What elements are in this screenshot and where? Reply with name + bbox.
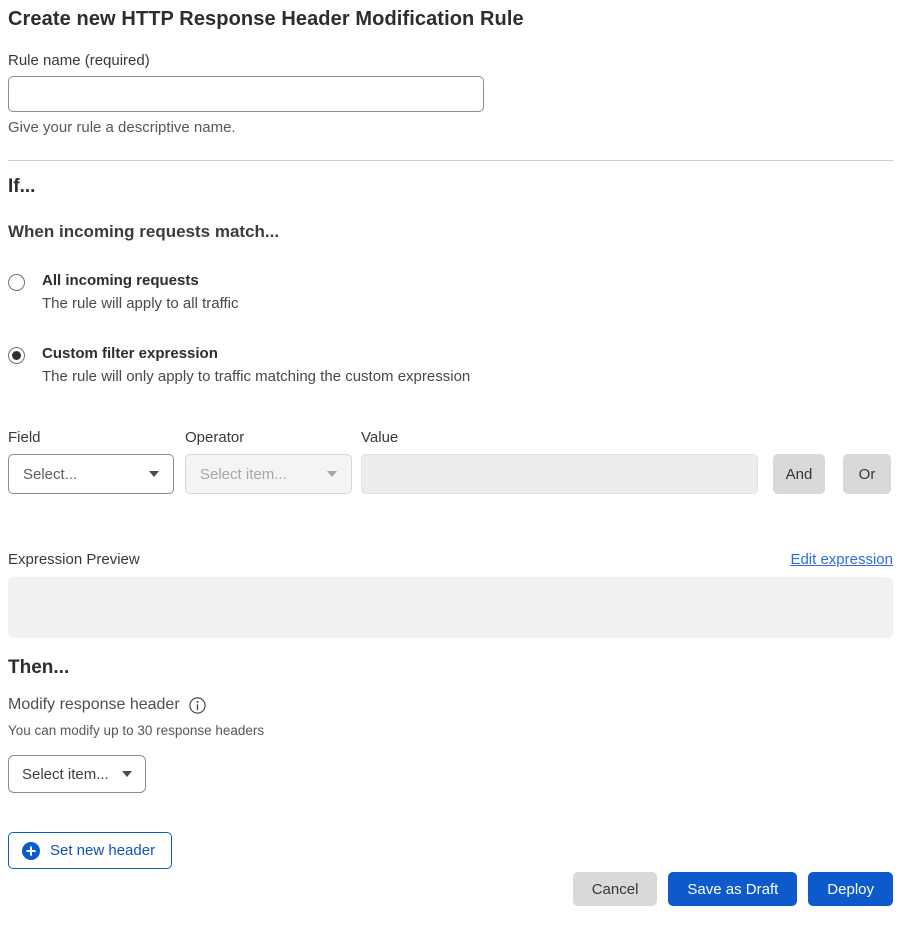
field-select[interactable] [8, 454, 174, 494]
or-button[interactable]: Or [843, 454, 891, 494]
expression-preview-header [8, 551, 893, 568]
if-heading: If... [8, 176, 36, 197]
radio-custom-filter-icon[interactable] [8, 347, 25, 364]
incoming-requests-subheading: When incoming requests match... [8, 222, 280, 241]
radio-custom-filter-description: The rule will only apply to traffic matching the custom expression [42, 368, 471, 385]
modify-response-header-row [8, 696, 893, 714]
and-button[interactable]: And [773, 454, 825, 494]
radio-all-incoming-label: All incoming requests [42, 272, 199, 289]
set-new-header-label: Set new header [50, 842, 156, 859]
response-header-select[interactable] [8, 755, 146, 793]
response-header-select-value: Select item... [22, 765, 109, 783]
expression-preview-label: Expression Preview [8, 551, 140, 568]
rule-name-help: Give your rule a descriptive name. [8, 119, 236, 136]
value-label: Value [361, 429, 399, 446]
rule-name-label: Rule name (required) [8, 52, 150, 69]
cancel-button[interactable]: Cancel [573, 872, 658, 906]
value-input [361, 454, 758, 494]
page-title: Create new HTTP Response Header Modification Rule [8, 8, 524, 30]
save-as-draft-button[interactable]: Save as Draft [668, 872, 797, 906]
then-heading: Then... [8, 657, 70, 678]
field-select-value: Select... [23, 465, 78, 483]
chevron-down-icon [327, 471, 337, 477]
deploy-button[interactable]: Deploy [808, 872, 893, 906]
plus-circle-icon [22, 842, 40, 860]
radio-custom-filter-label: Custom filter expression [42, 345, 218, 362]
edit-expression-link[interactable]: Edit expression [790, 551, 893, 568]
footer-actions [8, 872, 893, 906]
operator-select [185, 454, 352, 494]
section-divider [8, 160, 893, 161]
field-label: Field [8, 429, 41, 446]
radio-option-custom-filter[interactable] [8, 345, 893, 385]
modify-response-header-label: Modify response header [8, 696, 180, 713]
radio-all-incoming-description: The rule will apply to all traffic [42, 295, 239, 312]
operator-label: Operator [185, 429, 245, 446]
radio-option-all-incoming[interactable] [8, 272, 893, 312]
expression-preview-box [8, 577, 893, 638]
rule-name-input[interactable] [8, 76, 484, 112]
expression-builder-row [8, 429, 893, 494]
set-new-header-button[interactable] [8, 832, 172, 869]
radio-all-incoming-icon[interactable] [8, 274, 25, 291]
modify-response-header-help: You can modify up to 30 response headers [8, 723, 265, 738]
operator-select-value: Select item... [200, 465, 287, 483]
chevron-down-icon [122, 771, 132, 777]
info-icon[interactable] [189, 697, 206, 714]
chevron-down-icon [149, 471, 159, 477]
